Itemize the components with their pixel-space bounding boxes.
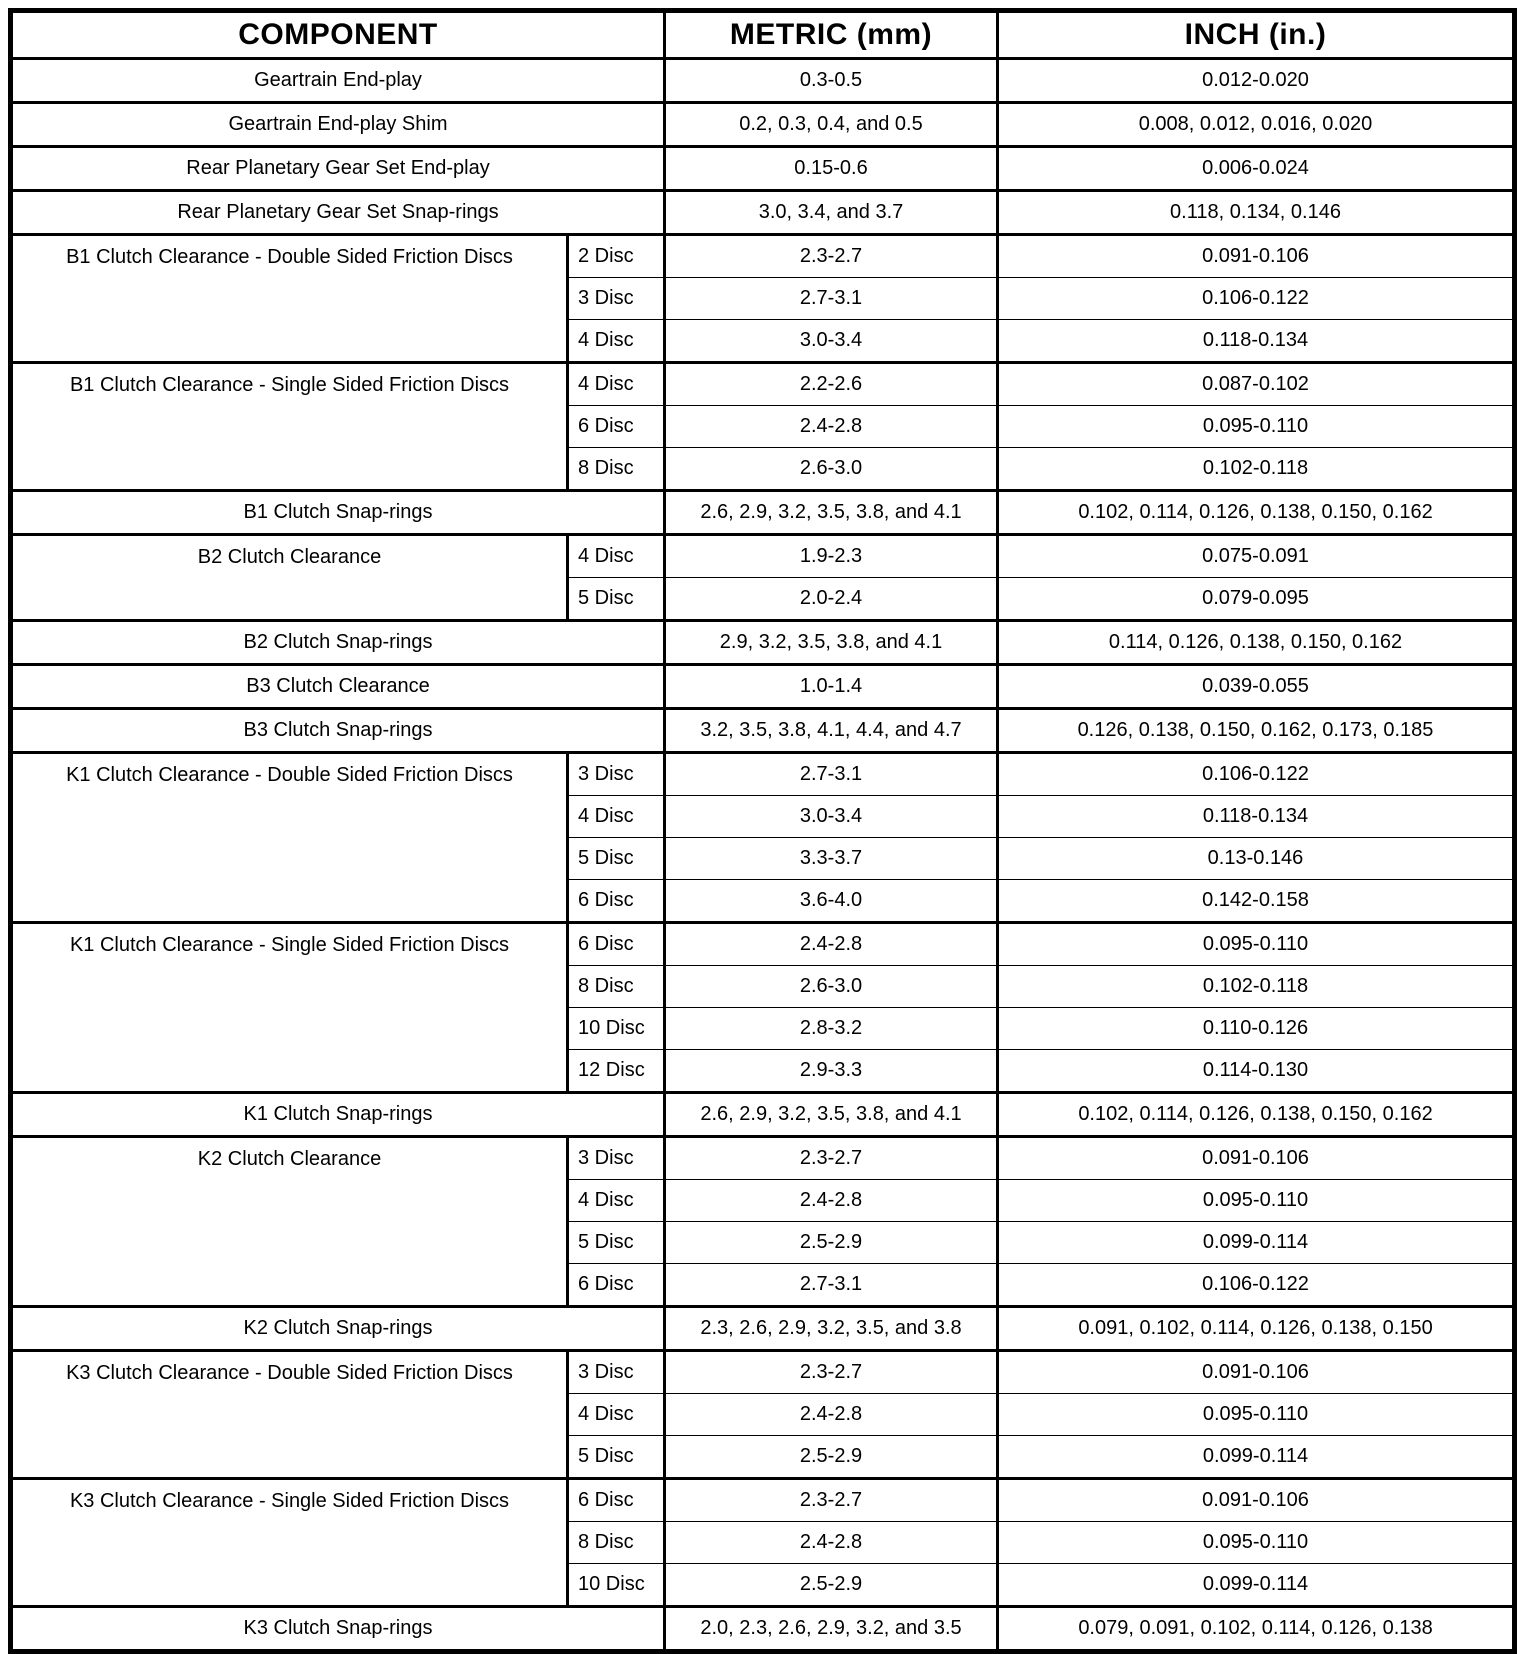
table-row [11, 621, 1515, 665]
metric-value-cell: 2.6-3.0 [665, 448, 998, 491]
disc-count-cell: 4 Disc [568, 1394, 665, 1436]
disc-count-cell: 3 Disc [568, 753, 665, 796]
table-row [11, 191, 1515, 235]
metric-value-cell: 0.2, 0.3, 0.4, and 0.5 [665, 103, 998, 147]
metric-value-cell: 3.0-3.4 [665, 796, 998, 838]
metric-value-cell: 0.3-0.5 [665, 59, 998, 103]
inch-value-cell: 0.079-0.095 [998, 578, 1515, 621]
table-header [11, 11, 1515, 59]
inch-value-cell: 0.012-0.020 [998, 59, 1515, 103]
header-component: COMPONENT [11, 11, 665, 59]
component-cell: Geartrain End-play [11, 59, 665, 103]
inch-value-cell: 0.091, 0.102, 0.114, 0.126, 0.138, 0.150 [998, 1307, 1515, 1351]
metric-value-cell: 2.5-2.9 [665, 1564, 998, 1607]
metric-value-cell: 2.0, 2.3, 2.6, 2.9, 3.2, and 3.5 [665, 1607, 998, 1652]
inch-value-cell: 0.095-0.110 [998, 406, 1515, 448]
metric-value-cell: 2.7-3.1 [665, 753, 998, 796]
component-cell: K1 Clutch Clearance - Double Sided Friction Discs [11, 753, 568, 923]
inch-value-cell: 0.102, 0.114, 0.126, 0.138, 0.150, 0.162 [998, 1093, 1515, 1137]
metric-value-cell: 3.0, 3.4, and 3.7 [665, 191, 998, 235]
component-cell: Rear Planetary Gear Set End-play [11, 147, 665, 191]
table-row [11, 491, 1515, 535]
inch-value-cell: 0.095-0.110 [998, 923, 1515, 966]
disc-count-cell: 8 Disc [568, 1522, 665, 1564]
inch-value-cell: 0.114-0.130 [998, 1050, 1515, 1093]
table-row [11, 1479, 1515, 1522]
specifications-table [8, 8, 1517, 1654]
inch-value-cell: 0.091-0.106 [998, 1351, 1515, 1394]
component-cell: K3 Clutch Clearance - Single Sided Friction Discs [11, 1479, 568, 1607]
metric-value-cell: 0.15-0.6 [665, 147, 998, 191]
inch-value-cell: 0.106-0.122 [998, 1264, 1515, 1307]
component-cell: B3 Clutch Snap-rings [11, 709, 665, 753]
disc-count-cell: 6 Disc [568, 1479, 665, 1522]
disc-count-cell: 6 Disc [568, 1264, 665, 1307]
inch-value-cell: 0.008, 0.012, 0.016, 0.020 [998, 103, 1515, 147]
inch-value-cell: 0.142-0.158 [998, 880, 1515, 923]
component-cell: K1 Clutch Clearance - Single Sided Friction Discs [11, 923, 568, 1093]
metric-value-cell: 2.5-2.9 [665, 1436, 998, 1479]
metric-value-cell: 3.0-3.4 [665, 320, 998, 363]
disc-count-cell: 5 Disc [568, 578, 665, 621]
table-row [11, 235, 1515, 278]
inch-value-cell: 0.118, 0.134, 0.146 [998, 191, 1515, 235]
inch-value-cell: 0.039-0.055 [998, 665, 1515, 709]
table-row [11, 665, 1515, 709]
metric-value-cell: 2.9-3.3 [665, 1050, 998, 1093]
metric-value-cell: 2.7-3.1 [665, 1264, 998, 1307]
metric-value-cell: 3.2, 3.5, 3.8, 4.1, 4.4, and 4.7 [665, 709, 998, 753]
inch-value-cell: 0.091-0.106 [998, 1137, 1515, 1180]
inch-value-cell: 0.118-0.134 [998, 320, 1515, 363]
disc-count-cell: 10 Disc [568, 1564, 665, 1607]
disc-count-cell: 4 Disc [568, 363, 665, 406]
inch-value-cell: 0.075-0.091 [998, 535, 1515, 578]
inch-value-cell: 0.099-0.114 [998, 1436, 1515, 1479]
spec-table-body [11, 59, 1515, 1652]
metric-value-cell: 2.3-2.7 [665, 235, 998, 278]
table-row [11, 363, 1515, 406]
disc-count-cell: 4 Disc [568, 796, 665, 838]
metric-value-cell: 2.4-2.8 [665, 1180, 998, 1222]
metric-value-cell: 2.4-2.8 [665, 1522, 998, 1564]
inch-value-cell: 0.102-0.118 [998, 448, 1515, 491]
metric-value-cell: 3.3-3.7 [665, 838, 998, 880]
inch-value-cell: 0.102-0.118 [998, 966, 1515, 1008]
disc-count-cell: 5 Disc [568, 1436, 665, 1479]
component-cell: B2 Clutch Clearance [11, 535, 568, 621]
header-metric: METRIC (mm) [665, 11, 998, 59]
metric-value-cell: 1.0-1.4 [665, 665, 998, 709]
metric-value-cell: 2.3-2.7 [665, 1137, 998, 1180]
disc-count-cell: 8 Disc [568, 448, 665, 491]
component-cell: K3 Clutch Snap-rings [11, 1607, 665, 1652]
disc-count-cell: 10 Disc [568, 1008, 665, 1050]
component-cell: B1 Clutch Snap-rings [11, 491, 665, 535]
header-inch: INCH (in.) [998, 11, 1515, 59]
inch-value-cell: 0.102, 0.114, 0.126, 0.138, 0.150, 0.162 [998, 491, 1515, 535]
component-cell: B1 Clutch Clearance - Double Sided Friction Discs [11, 235, 568, 363]
disc-count-cell: 3 Disc [568, 1351, 665, 1394]
inch-value-cell: 0.118-0.134 [998, 796, 1515, 838]
table-row [11, 103, 1515, 147]
table-row [11, 753, 1515, 796]
inch-value-cell: 0.099-0.114 [998, 1564, 1515, 1607]
metric-value-cell: 2.3, 2.6, 2.9, 3.2, 3.5, and 3.8 [665, 1307, 998, 1351]
disc-count-cell: 5 Disc [568, 838, 665, 880]
disc-count-cell: 6 Disc [568, 923, 665, 966]
inch-value-cell: 0.099-0.114 [998, 1222, 1515, 1264]
inch-value-cell: 0.114, 0.126, 0.138, 0.150, 0.162 [998, 621, 1515, 665]
metric-value-cell: 1.9-2.3 [665, 535, 998, 578]
component-cell: Rear Planetary Gear Set Snap-rings [11, 191, 665, 235]
table-row [11, 1351, 1515, 1394]
metric-value-cell: 2.6-3.0 [665, 966, 998, 1008]
inch-value-cell: 0.110-0.126 [998, 1008, 1515, 1050]
component-cell: K1 Clutch Snap-rings [11, 1093, 665, 1137]
metric-value-cell: 2.2-2.6 [665, 363, 998, 406]
inch-value-cell: 0.095-0.110 [998, 1180, 1515, 1222]
disc-count-cell: 3 Disc [568, 1137, 665, 1180]
disc-count-cell: 8 Disc [568, 966, 665, 1008]
table-row [11, 59, 1515, 103]
metric-value-cell: 2.9, 3.2, 3.5, 3.8, and 4.1 [665, 621, 998, 665]
inch-value-cell: 0.095-0.110 [998, 1522, 1515, 1564]
header-row [11, 11, 1515, 59]
inch-value-cell: 0.095-0.110 [998, 1394, 1515, 1436]
inch-value-cell: 0.091-0.106 [998, 1479, 1515, 1522]
component-cell: B2 Clutch Snap-rings [11, 621, 665, 665]
inch-value-cell: 0.126, 0.138, 0.150, 0.162, 0.173, 0.185 [998, 709, 1515, 753]
table-row [11, 1093, 1515, 1137]
inch-value-cell: 0.087-0.102 [998, 363, 1515, 406]
component-cell: B1 Clutch Clearance - Single Sided Friction Discs [11, 363, 568, 491]
inch-value-cell: 0.106-0.122 [998, 753, 1515, 796]
disc-count-cell: 6 Disc [568, 406, 665, 448]
inch-value-cell: 0.106-0.122 [998, 278, 1515, 320]
inch-value-cell: 0.13-0.146 [998, 838, 1515, 880]
table-row [11, 1607, 1515, 1652]
component-cell: Geartrain End-play Shim [11, 103, 665, 147]
component-cell: K2 Clutch Clearance [11, 1137, 568, 1307]
metric-value-cell: 2.4-2.8 [665, 406, 998, 448]
metric-value-cell: 2.4-2.8 [665, 1394, 998, 1436]
metric-value-cell: 2.0-2.4 [665, 578, 998, 621]
disc-count-cell: 3 Disc [568, 278, 665, 320]
table-row [11, 1307, 1515, 1351]
metric-value-cell: 2.6, 2.9, 3.2, 3.5, 3.8, and 4.1 [665, 491, 998, 535]
disc-count-cell: 4 Disc [568, 535, 665, 578]
table-row [11, 923, 1515, 966]
inch-value-cell: 0.006-0.024 [998, 147, 1515, 191]
disc-count-cell: 4 Disc [568, 1180, 665, 1222]
metric-value-cell: 2.6, 2.9, 3.2, 3.5, 3.8, and 4.1 [665, 1093, 998, 1137]
disc-count-cell: 2 Disc [568, 235, 665, 278]
metric-value-cell: 3.6-4.0 [665, 880, 998, 923]
table-row [11, 535, 1515, 578]
disc-count-cell: 4 Disc [568, 320, 665, 363]
component-cell: B3 Clutch Clearance [11, 665, 665, 709]
metric-value-cell: 2.3-2.7 [665, 1479, 998, 1522]
disc-count-cell: 5 Disc [568, 1222, 665, 1264]
disc-count-cell: 6 Disc [568, 880, 665, 923]
table-row [11, 147, 1515, 191]
metric-value-cell: 2.8-3.2 [665, 1008, 998, 1050]
metric-value-cell: 2.4-2.8 [665, 923, 998, 966]
metric-value-cell: 2.7-3.1 [665, 278, 998, 320]
disc-count-cell: 12 Disc [568, 1050, 665, 1093]
component-cell: K3 Clutch Clearance - Double Sided Friction Discs [11, 1351, 568, 1479]
table-row [11, 1137, 1515, 1180]
metric-value-cell: 2.5-2.9 [665, 1222, 998, 1264]
table-row [11, 709, 1515, 753]
metric-value-cell: 2.3-2.7 [665, 1351, 998, 1394]
inch-value-cell: 0.091-0.106 [998, 235, 1515, 278]
inch-value-cell: 0.079, 0.091, 0.102, 0.114, 0.126, 0.138 [998, 1607, 1515, 1652]
component-cell: K2 Clutch Snap-rings [11, 1307, 665, 1351]
